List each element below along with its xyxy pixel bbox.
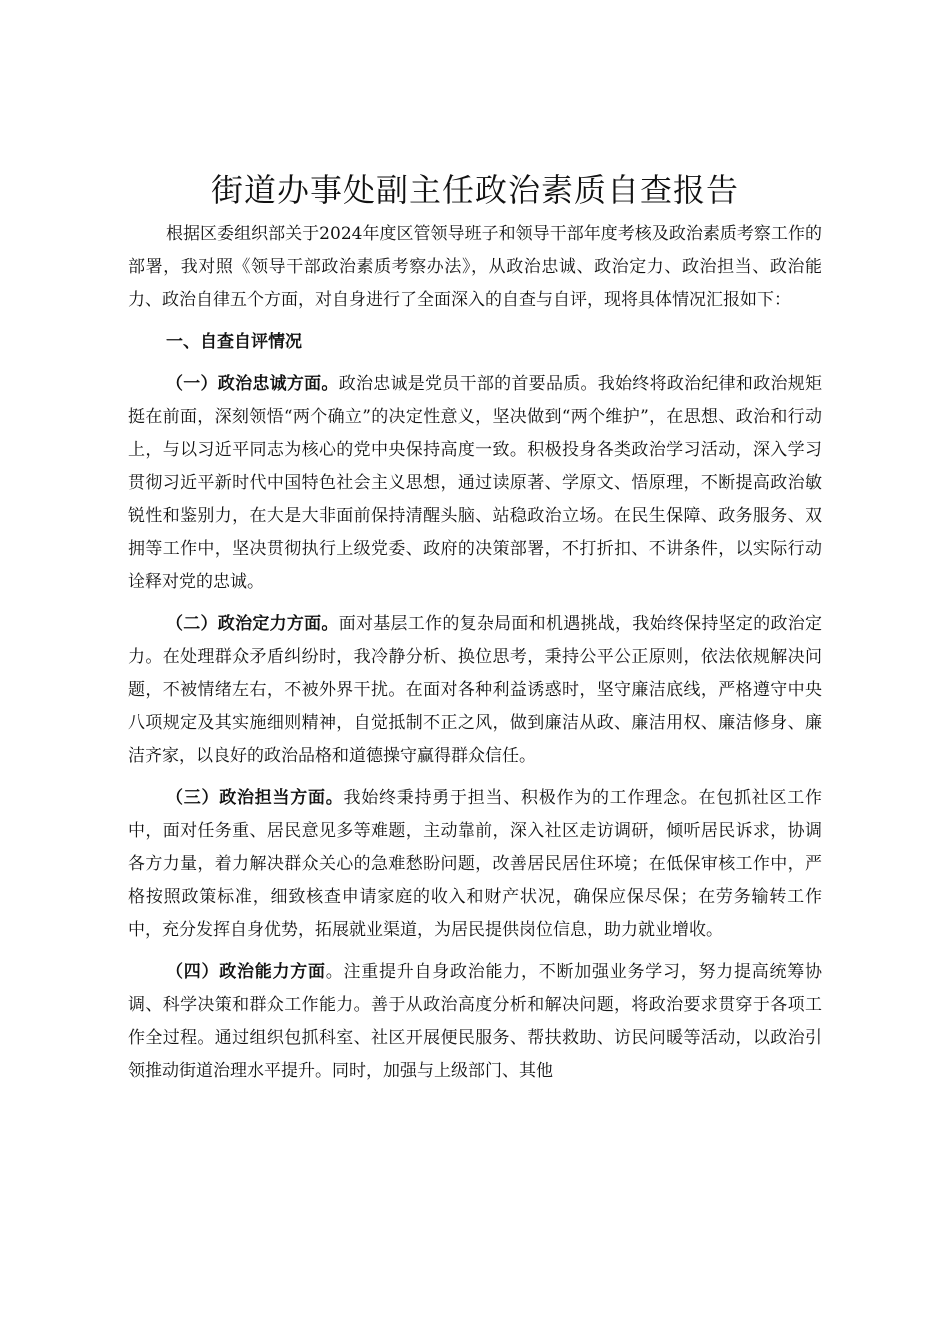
paragraph-political-responsibility (128, 782, 822, 947)
paragraph-political-loyalty (128, 368, 822, 599)
document-body (128, 218, 822, 1097)
section-heading: 一、自查自评情况 (166, 332, 302, 352)
paragraph-text: 我始终秉持勇于担当、积极作为的工作理念。在包抓社区工作中，面对任务重、居民意见多等难题，主动靠前，深入社区走访调研，倾听居民诉求，协调各方力量，着力解决群众关心的急难愁盼问题，改善居民居住环境；在低保审核工作中，严格按照政策标准，细致核查申请家庭的收入和财产状况，确保应保尽保；在劳务输转工作中，充分发挥自身优势，拓展就业渠道，为居民提供岗位信息，助力就业增收。 (128, 788, 822, 940)
intro-paragraph: 根据区委组织部关于2024年度区管领导班子和领导干部年度考核及政治素质考察工作的部署，我对照《领导干部政治素质考察办法》，从政治忠诚、政治定力、政治担当、政治能力、政治自律五个方面，对自身进行了全面深入的自查与自评，现将具体情况汇报如下： (128, 224, 822, 310)
paragraph-text: 。注重提升自身政治能力，不断加强业务学习，努力提高统筹协调、科学决策和群众工作能力。善于从政治高度分析和解决问题，将政治要求贯穿于各项工作全过程。通过组织包抓科室、社区开展便民服务、帮扶救助、访民问暖等活动，以政治引领推动街道治理水平提升。同时，加强与上级部门、其他 (128, 962, 822, 1081)
paragraph-text: 面对基层工作的复杂局面和机遇挑战，我始终保持坚定的政治定力。在处理群众矛盾纠纷时，我冷静分析、换位思考，秉持公平公正原则，依法依规解决问题，不被情绪左右，不被外界干扰。在面对各种利益诱惑时，坚守廉洁底线，严格遵守中央八项规定及其实施细则精神，自觉抵制不正之风，做到廉洁从政、廉洁用权、廉洁修身、廉洁齐家，以良好的政治品格和道德操守赢得群众信任。 (128, 614, 822, 766)
paragraph-lead: （一）政治忠诚方面。 (166, 374, 339, 394)
paragraph-political-ability (128, 956, 822, 1088)
paragraph-text: 政治忠诚是党员干部的首要品质。我始终将政治纪律和政治规矩挺在前面，深刻领悟“两个确立”的决定性意义，坚决做到“两个维护”，在思想、政治和行动上，与以习近平同志为核心的党中央保持高度一致。积极投身各类政治学习活动，深入学习贯彻习近平新时代中国特色社会主义思想，通过读原著、学原文、悟原理，不断提高政治敏锐性和鉴别力，在大是大非面前保持清醒头脑、站稳政治立场。在民生保障、政务服务、双拥等工作中，坚决贯彻执行上级党委、政府的决策部署，不打折扣、不讲条件，以实际行动诠释对党的忠诚。 (128, 374, 822, 592)
document-title: 街道办事处副主任政治素质自查报告 (210, 171, 739, 209)
paragraph-political-resolve (128, 608, 822, 773)
paragraph-lead: （三）政治担当方面。 (166, 788, 344, 808)
paragraph-lead: （二）政治定力方面。 (166, 614, 339, 634)
paragraph-lead: （四）政治能力方面 (166, 962, 326, 982)
